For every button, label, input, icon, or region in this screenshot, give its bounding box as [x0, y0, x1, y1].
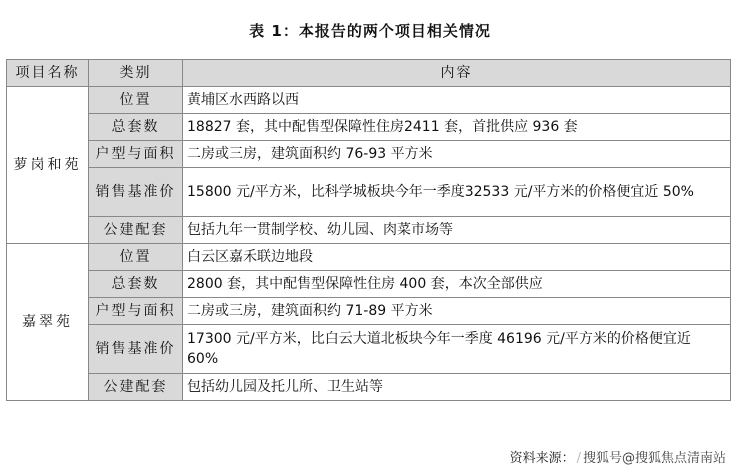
content-cell: 白云区嘉禾联边地段	[183, 244, 731, 271]
watermark: 搜狐号@搜狐焦点清南站	[582, 451, 726, 466]
source-label: 资料来源：	[509, 451, 575, 466]
category-cell: 户型与面积	[89, 298, 183, 325]
table-row	[7, 325, 731, 374]
table-title: 表 1：本报告的两个项目相关情况	[249, 22, 491, 40]
table-header-row	[7, 60, 731, 87]
content-cell: 二房或三房，建筑面积约 71-89 平方米	[183, 298, 731, 325]
table-row	[7, 271, 731, 298]
category-cell: 总套数	[89, 271, 183, 298]
content-cell: 黄埔区水西路以西	[183, 87, 731, 114]
divider: /	[576, 451, 581, 466]
category-cell: 位置	[89, 87, 183, 114]
project-name: 嘉翠苑	[7, 244, 89, 401]
table-row	[7, 141, 731, 168]
table-row	[7, 298, 731, 325]
category-cell: 公建配套	[89, 374, 183, 401]
content-cell: 15800 元/平方米，比科学城板块今年一季度32533 元/平方米的价格便宜近 50%	[183, 168, 731, 217]
table-row	[7, 244, 731, 271]
category-cell: 总套数	[89, 114, 183, 141]
table-row	[7, 114, 731, 141]
table-row	[7, 374, 731, 401]
table-row	[7, 168, 731, 217]
content-cell: 包括幼儿园及托儿所、卫生站等	[183, 374, 731, 401]
category-cell: 户型与面积	[89, 141, 183, 168]
header-content: 内容	[183, 60, 731, 87]
category-cell: 位置	[89, 244, 183, 271]
content-cell: 包括九年一贯制学校、幼儿园、肉菜市场等	[183, 217, 731, 244]
category-cell: 销售基准价	[89, 325, 183, 374]
table-row	[7, 87, 731, 114]
header-project-name: 项目名称	[7, 60, 89, 87]
table-row	[7, 217, 731, 244]
content-cell: 二房或三房，建筑面积约 76-93 平方米	[183, 141, 731, 168]
header-category: 类别	[89, 60, 183, 87]
project-table	[6, 59, 731, 401]
content-cell: 2800 套，其中配售型保障性住房 400 套，本次全部供应	[183, 271, 731, 298]
source-note	[510, 447, 726, 466]
category-cell: 销售基准价	[89, 168, 183, 217]
category-cell: 公建配套	[89, 217, 183, 244]
content-cell: 18827 套，其中配售型保障性住房2411 套，首批供应 936 套	[183, 114, 731, 141]
content-cell: 17300 元/平方米，比白云大道北板块今年一季度 46196 元/平方米的价格便宜近 60%	[183, 325, 731, 374]
project-name: 萝岗和苑	[7, 87, 89, 244]
